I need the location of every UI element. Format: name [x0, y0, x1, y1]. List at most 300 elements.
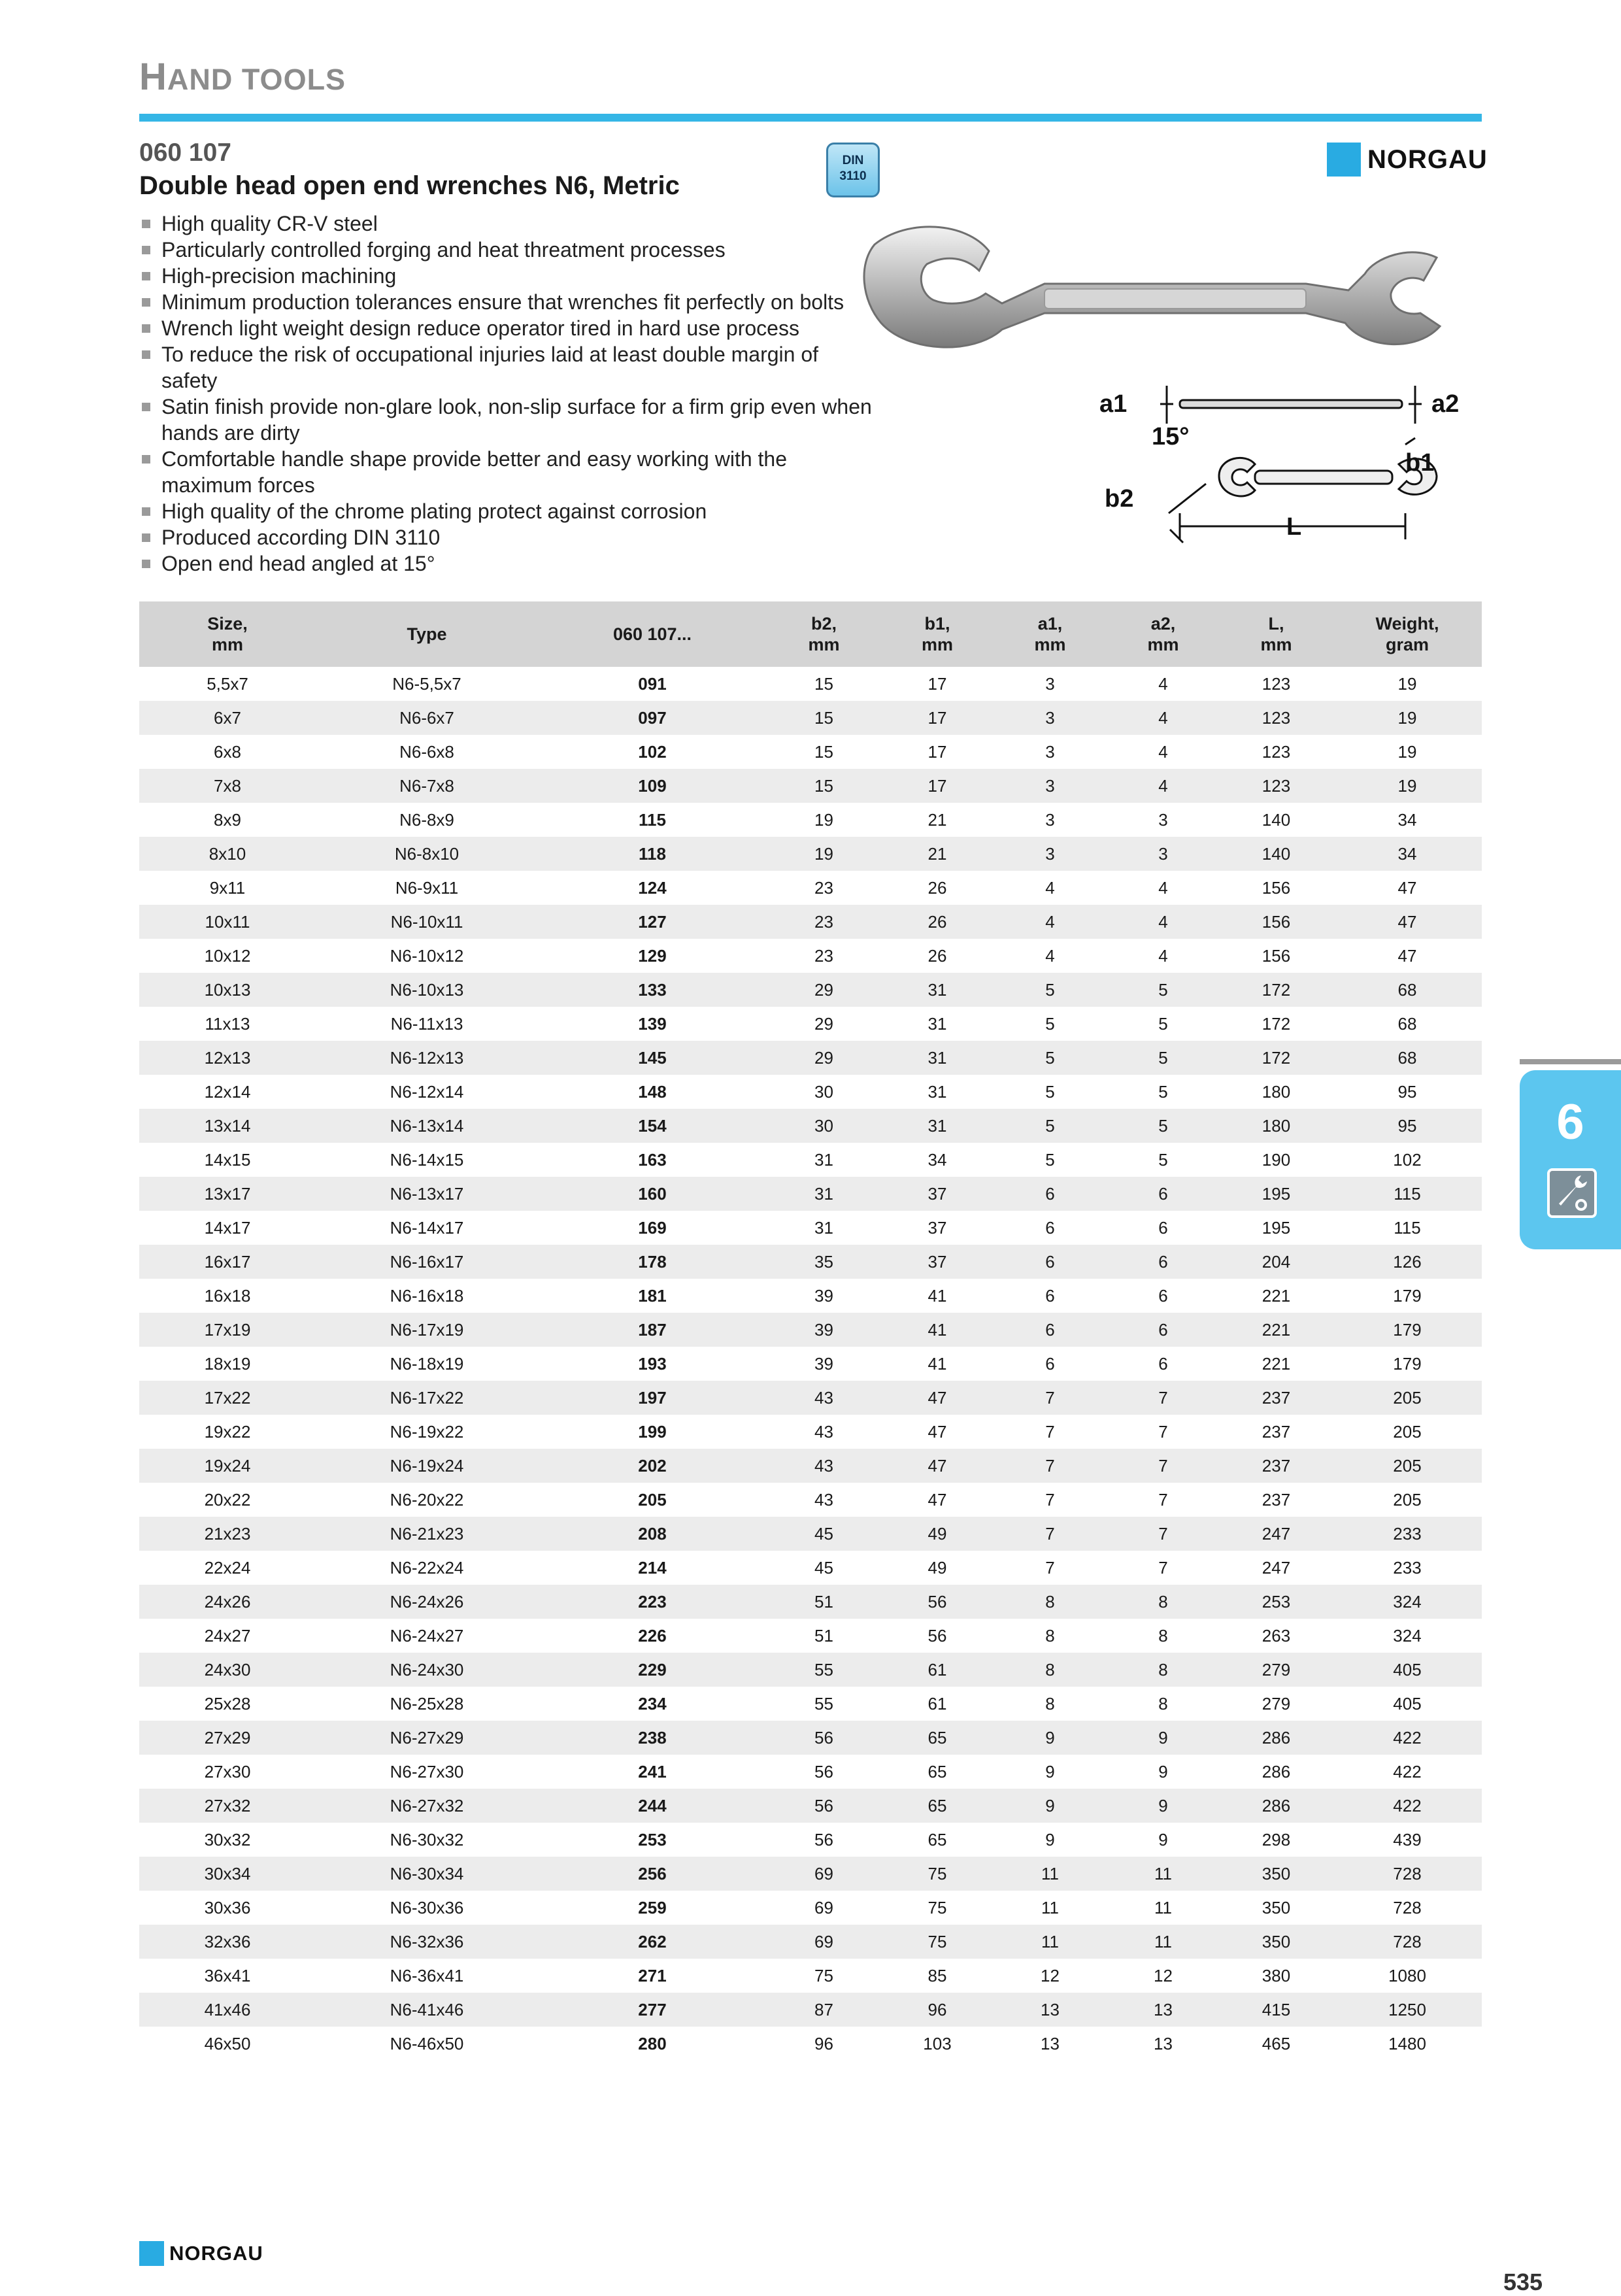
table-row [139, 769, 1482, 803]
cell-b1: 31 [881, 973, 994, 1007]
cell-weight: 205 [1333, 1381, 1482, 1415]
cell-a2: 5 [1158, 1013, 1168, 1034]
column-header-label: Size, [207, 614, 248, 633]
cell-type: N6-36x41 [390, 1965, 464, 1985]
table-body [139, 667, 1482, 2061]
cell-a2: 4 [1158, 673, 1168, 694]
column-header [139, 601, 316, 667]
specification-table [139, 601, 1482, 2061]
column-header-label: Type [407, 624, 447, 644]
cell-code: 129 [638, 945, 667, 966]
cell-a2: 8 [1158, 1625, 1168, 1646]
cell-size: 19x24 [139, 1449, 316, 1483]
cell-weight: 68 [1397, 1013, 1417, 1034]
cell-b1: 41 [927, 1285, 947, 1306]
cell-a1: 4 [1045, 877, 1055, 898]
cell-length: 286 [1220, 1789, 1333, 1823]
cell-weight: 34 [1397, 809, 1417, 830]
cell-weight: 115 [1333, 1177, 1482, 1211]
cell-a2: 7 [1158, 1489, 1168, 1510]
cell-type: N6-16x17 [316, 1245, 538, 1279]
table-row [139, 667, 1482, 701]
cell-weight: 102 [1393, 1149, 1422, 1170]
table-row [139, 1857, 1482, 1891]
cell-a2: 7 [1107, 1381, 1220, 1415]
cell-code: 238 [538, 1721, 767, 1755]
cell-a2: 7 [1107, 1517, 1220, 1551]
side-tab-rule [1520, 1059, 1621, 1064]
cell-size: 27x30 [204, 1761, 251, 1781]
cell-code: 124 [638, 877, 667, 898]
cell-type: N6-7x8 [316, 769, 538, 803]
cell-length: 123 [1262, 673, 1291, 694]
cell-type: N6-12x13 [316, 1041, 538, 1075]
cell-size: 14x15 [204, 1149, 251, 1170]
cell-b2: 19 [814, 809, 833, 830]
cell-weight: 19 [1333, 769, 1482, 803]
cell-type: N6-24x30 [316, 1653, 538, 1687]
cell-type: N6-24x27 [390, 1625, 464, 1646]
cell-a2: 7 [1158, 1421, 1168, 1442]
cell-a1: 5 [994, 1109, 1107, 1143]
cell-length: 123 [1262, 741, 1291, 762]
cell-size: 25x28 [204, 1693, 251, 1714]
cell-size: 21x23 [139, 1517, 316, 1551]
cell-a1: 6 [1045, 1353, 1055, 1374]
feature-item: Wrench light weight design reduce operator tired in hard use process [139, 315, 878, 341]
cell-code: 197 [538, 1381, 767, 1415]
cell-size: 24x26 [139, 1585, 316, 1619]
cell-a1: 12 [1041, 1965, 1060, 1985]
cell-type: N6-30x34 [316, 1857, 538, 1891]
cell-a1: 7 [994, 1381, 1107, 1415]
cell-a2: 12 [1154, 1965, 1173, 1985]
column-header [1333, 601, 1482, 667]
cell-weight: 1250 [1333, 1993, 1482, 2027]
table-row [139, 939, 1482, 973]
cell-b2: 31 [814, 1217, 833, 1238]
cell-length: 380 [1262, 1965, 1291, 1985]
column-header [316, 601, 538, 667]
cell-a1: 3 [1045, 809, 1055, 830]
cell-type: N6-32x36 [316, 1925, 538, 1959]
table-row [139, 973, 1482, 1007]
cell-code: 241 [638, 1761, 667, 1781]
cell-weight: 19 [1397, 741, 1417, 762]
cell-a2: 4 [1158, 877, 1168, 898]
cell-code: 202 [538, 1449, 767, 1483]
cell-length: 247 [1262, 1557, 1291, 1578]
cell-a2: 5 [1107, 1041, 1220, 1075]
cell-a2: 6 [1158, 1285, 1168, 1306]
cell-size: 5,5x7 [207, 673, 248, 694]
table-row [139, 1245, 1482, 1279]
cell-code: 223 [538, 1585, 767, 1619]
column-header-unit: mm [1034, 635, 1066, 654]
cell-type: N6-19x22 [390, 1421, 464, 1442]
cell-size: 12x13 [139, 1041, 316, 1075]
column-header-label: b1, [924, 614, 950, 633]
cell-a2: 13 [1154, 2033, 1173, 2053]
cell-code: 253 [638, 1829, 667, 1849]
cell-size: 8x9 [214, 809, 241, 830]
cell-b2: 69 [767, 1925, 881, 1959]
cell-a1: 6 [1045, 1217, 1055, 1238]
column-header-unit: mm [921, 635, 953, 654]
feature-item: Comfortable handle shape provide better and easy working with the maximum forces [139, 446, 878, 498]
cell-a2: 6 [1158, 1217, 1168, 1238]
cell-a1: 6 [994, 1245, 1107, 1279]
cell-a2: 9 [1158, 1761, 1168, 1781]
cell-size: 30x36 [204, 1897, 251, 1917]
page-number: 535 [1503, 2269, 1543, 2295]
cell-b1: 75 [881, 1925, 994, 1959]
cell-a2: 4 [1158, 741, 1168, 762]
column-header-label: a1, [1037, 614, 1063, 633]
cell-weight: 439 [1393, 1829, 1422, 1849]
cell-a1: 5 [1045, 1149, 1055, 1170]
cell-type: N6-14x15 [390, 1149, 464, 1170]
cell-a2: 13 [1107, 1993, 1220, 2027]
cell-a1: 11 [1041, 1897, 1059, 1917]
cell-b2: 43 [814, 1421, 833, 1442]
cell-b1: 49 [881, 1517, 994, 1551]
cell-code: 277 [538, 1993, 767, 2027]
table-row [139, 1823, 1482, 1857]
cell-code: 109 [538, 769, 767, 803]
cell-b2: 43 [767, 1381, 881, 1415]
cell-b1: 47 [927, 1421, 947, 1442]
cell-b1: 96 [881, 1993, 994, 2027]
cell-type: N6-9x11 [395, 877, 459, 898]
cell-a2: 3 [1158, 809, 1168, 830]
cell-length: 195 [1220, 1177, 1333, 1211]
cell-weight: 1080 [1388, 1965, 1426, 1985]
table-row [139, 1619, 1482, 1653]
cell-b1: 26 [927, 877, 947, 898]
section-title-rest: AND TOOLS [167, 63, 346, 96]
cell-length: 263 [1262, 1625, 1291, 1646]
cell-size: 41x46 [139, 1993, 316, 2027]
cell-b1: 17 [927, 741, 947, 762]
top-accent-rule [139, 114, 1482, 122]
cell-length: 204 [1220, 1245, 1333, 1279]
feature-item: Particularly controlled forging and heat threatment processes [139, 237, 878, 263]
cell-b2: 45 [767, 1517, 881, 1551]
cell-length: 140 [1220, 837, 1333, 871]
cell-b2: 69 [767, 1857, 881, 1891]
cell-a1: 7 [1045, 1489, 1055, 1510]
cell-length: 350 [1220, 1925, 1333, 1959]
cell-b2: 55 [814, 1693, 833, 1714]
cell-b1: 47 [881, 1381, 994, 1415]
cell-b2: 43 [767, 1449, 881, 1483]
cell-b2: 30 [767, 1109, 881, 1143]
cell-weight: 1480 [1388, 2033, 1426, 2053]
cell-a2: 5 [1158, 1149, 1168, 1170]
cell-a2: 7 [1158, 1557, 1168, 1578]
cell-code: 259 [638, 1897, 667, 1917]
cell-a1: 4 [994, 905, 1107, 939]
dimension-diagram [1092, 366, 1484, 556]
column-header-label: L, [1268, 614, 1284, 633]
cell-a1: 3 [1045, 673, 1055, 694]
label-L: L [1286, 513, 1302, 541]
cell-length: 286 [1220, 1721, 1333, 1755]
cell-b2: 55 [767, 1653, 881, 1687]
cell-a1: 7 [1045, 1557, 1055, 1578]
cell-size: 36x41 [204, 1965, 251, 1985]
column-header-label: 060 107... [612, 624, 692, 644]
feature-item: Produced according DIN 3110 [139, 524, 878, 550]
cell-type: N6-14x17 [390, 1217, 464, 1238]
cell-size: 16x17 [139, 1245, 316, 1279]
cell-code: 199 [638, 1421, 667, 1442]
cell-size: 17x22 [139, 1381, 316, 1415]
cell-a1: 7 [994, 1449, 1107, 1483]
cell-length: 237 [1220, 1449, 1333, 1483]
cell-b2: 75 [814, 1965, 833, 1985]
cell-size: 10x13 [139, 973, 316, 1007]
cell-b1: 37 [927, 1217, 947, 1238]
cell-b1: 17 [881, 701, 994, 735]
cell-a2: 6 [1107, 1177, 1220, 1211]
cell-code: 091 [638, 673, 667, 694]
table-row [139, 1517, 1482, 1551]
cell-b1: 47 [881, 1449, 994, 1483]
cell-a2: 7 [1107, 1449, 1220, 1483]
cell-b2: 56 [814, 1829, 833, 1849]
cell-code: 193 [638, 1353, 667, 1374]
cell-code: 097 [538, 701, 767, 735]
section-title [139, 55, 346, 99]
cell-length: 253 [1220, 1585, 1333, 1619]
table-row [139, 1109, 1482, 1143]
cell-a1: 7 [1045, 1421, 1055, 1442]
cell-a1: 8 [994, 1585, 1107, 1619]
cell-type: N6-30x36 [390, 1897, 464, 1917]
cell-a1: 9 [994, 1789, 1107, 1823]
cell-length: 221 [1220, 1313, 1333, 1347]
cell-a2: 11 [1107, 1857, 1220, 1891]
cell-a1: 9 [1045, 1761, 1055, 1781]
cell-b1: 26 [881, 905, 994, 939]
cell-a2: 9 [1107, 1721, 1220, 1755]
cell-length: 279 [1262, 1693, 1291, 1714]
cell-code: 115 [639, 809, 666, 830]
cell-b1: 75 [881, 1857, 994, 1891]
cell-size: 32x36 [139, 1925, 316, 1959]
column-header [1107, 601, 1220, 667]
cell-length: 237 [1220, 1381, 1333, 1415]
cell-size: 27x29 [139, 1721, 316, 1755]
cell-a1: 6 [1045, 1285, 1055, 1306]
cell-type: N6-8x10 [316, 837, 538, 871]
cell-b1: 21 [881, 837, 994, 871]
cell-a2: 5 [1107, 1109, 1220, 1143]
cell-code: 102 [638, 741, 667, 762]
cell-size: 19x22 [204, 1421, 251, 1442]
cell-type: N6-13x17 [316, 1177, 538, 1211]
feature-item: High-precision machining [139, 263, 878, 289]
cell-b1: 31 [927, 1081, 947, 1102]
cell-type: N6-5,5x7 [392, 673, 461, 694]
cell-a1: 3 [994, 837, 1107, 871]
table-row [139, 1279, 1482, 1313]
cell-type: N6-20x22 [390, 1489, 464, 1510]
cell-a1: 3 [1045, 741, 1055, 762]
cell-type: N6-46x50 [390, 2033, 464, 2053]
cell-b1: 61 [881, 1653, 994, 1687]
cell-b1: 17 [881, 769, 994, 803]
cell-b2: 23 [814, 877, 833, 898]
table-row [139, 871, 1482, 905]
cell-code: 229 [538, 1653, 767, 1687]
cell-weight: 205 [1393, 1489, 1422, 1510]
wrench-icon [1547, 1168, 1597, 1218]
cell-code: 208 [538, 1517, 767, 1551]
cell-a2: 9 [1158, 1829, 1168, 1849]
cell-code: 226 [638, 1625, 667, 1646]
cell-b1: 37 [881, 1245, 994, 1279]
column-header-unit: mm [211, 635, 243, 654]
table-row [139, 1143, 1482, 1177]
feature-item: Satin finish provide non-glare look, non-slip surface for a firm grip even when hands are dirty [139, 394, 878, 446]
cell-weight: 19 [1397, 673, 1417, 694]
cell-a2: 4 [1107, 905, 1220, 939]
cell-code: 127 [538, 905, 767, 939]
label-b1: b1 [1405, 449, 1435, 477]
table-row [139, 1449, 1482, 1483]
cell-b1: 65 [881, 1721, 994, 1755]
feature-item: To reduce the risk of occupational injuries laid at least double margin of safety [139, 341, 878, 394]
cell-a2: 4 [1158, 945, 1168, 966]
cell-type: N6-16x18 [390, 1285, 464, 1306]
cell-a1: 5 [1045, 1081, 1055, 1102]
cell-size: 6x8 [214, 741, 241, 762]
cell-code: 181 [638, 1285, 667, 1306]
cell-a2: 8 [1158, 1693, 1168, 1714]
cell-b2: 29 [767, 973, 881, 1007]
cell-type: N6-10x12 [390, 945, 464, 966]
cell-length: 286 [1262, 1761, 1291, 1781]
table-row [139, 1721, 1482, 1755]
label-a2: a2 [1431, 390, 1460, 418]
cell-type: N6-8x9 [399, 809, 454, 830]
din-3110-badge [826, 143, 880, 197]
cell-b2: 87 [767, 1993, 881, 2027]
cell-weight: 422 [1333, 1789, 1482, 1823]
chapter-tab[interactable] [1520, 1070, 1621, 1249]
product-code: 060 107 [139, 139, 231, 167]
cell-b2: 45 [814, 1557, 833, 1578]
cell-a2: 11 [1154, 1897, 1172, 1917]
cell-weight: 19 [1333, 701, 1482, 735]
cell-length: 237 [1262, 1489, 1291, 1510]
cell-b1: 85 [927, 1965, 947, 1985]
table-row [139, 701, 1482, 735]
cell-size: 13x17 [139, 1177, 316, 1211]
column-header-unit: gram [1385, 635, 1429, 654]
cell-length: 221 [1262, 1285, 1291, 1306]
cell-weight: 68 [1333, 973, 1482, 1007]
cell-type: N6-17x19 [316, 1313, 538, 1347]
table-row [139, 905, 1482, 939]
table-row [139, 1789, 1482, 1823]
label-a1: a1 [1099, 390, 1128, 418]
cell-size: 6x7 [139, 701, 316, 735]
cell-length: 350 [1262, 1897, 1291, 1917]
cell-code: 205 [638, 1489, 667, 1510]
cell-b1: 65 [927, 1829, 947, 1849]
cell-weight: 728 [1393, 1897, 1422, 1917]
cell-a1: 3 [994, 701, 1107, 735]
cell-b2: 29 [814, 1013, 833, 1034]
cell-size: 9x11 [209, 877, 246, 898]
cell-weight: 95 [1397, 1081, 1417, 1102]
cell-code: 148 [638, 1081, 667, 1102]
brand-name: NORGAU [1367, 144, 1488, 174]
table-row [139, 1313, 1482, 1347]
column-header [538, 601, 767, 667]
cell-a1: 8 [1045, 1693, 1055, 1714]
cell-length: 465 [1262, 2033, 1291, 2053]
cell-size: 10x12 [204, 945, 251, 966]
label-b2: b2 [1105, 485, 1134, 513]
cell-code: 133 [538, 973, 767, 1007]
cell-b1: 65 [927, 1761, 947, 1781]
section-title-initial: H [139, 56, 167, 98]
cell-size: 13x14 [139, 1109, 316, 1143]
table-row [139, 837, 1482, 871]
cell-b2: 56 [767, 1721, 881, 1755]
table-header-row [139, 601, 1482, 667]
cell-weight: 728 [1333, 1857, 1482, 1891]
cell-size: 10x11 [139, 905, 316, 939]
table-row [139, 803, 1482, 837]
cell-weight: 179 [1393, 1285, 1422, 1306]
cell-a1: 8 [994, 1653, 1107, 1687]
cell-a2: 6 [1107, 1245, 1220, 1279]
cell-type: N6-41x46 [316, 1993, 538, 2027]
cell-a1: 13 [994, 1993, 1107, 2027]
label-angle: 15° [1152, 423, 1190, 450]
feature-list [139, 211, 878, 577]
cell-b1: 31 [927, 1013, 947, 1034]
cell-type: N6-10x11 [316, 905, 538, 939]
column-header [767, 601, 881, 667]
cell-b2: 51 [814, 1625, 833, 1646]
table-row [139, 1653, 1482, 1687]
cell-type: N6-13x14 [316, 1109, 538, 1143]
cell-code: 244 [538, 1789, 767, 1823]
cell-type: N6-24x26 [316, 1585, 538, 1619]
table-row [139, 1891, 1482, 1925]
cell-length: 350 [1220, 1857, 1333, 1891]
cell-b1: 31 [881, 1041, 994, 1075]
cell-a2: 5 [1107, 973, 1220, 1007]
column-header [994, 601, 1107, 667]
table-row [139, 1177, 1482, 1211]
table-row [139, 1585, 1482, 1619]
column-header [1220, 601, 1333, 667]
cell-b2: 56 [814, 1761, 833, 1781]
cell-a2: 3 [1107, 837, 1220, 871]
cell-a1: 3 [994, 769, 1107, 803]
cell-b2: 31 [767, 1177, 881, 1211]
cell-b1: 49 [927, 1557, 947, 1578]
cell-a1: 5 [994, 1041, 1107, 1075]
